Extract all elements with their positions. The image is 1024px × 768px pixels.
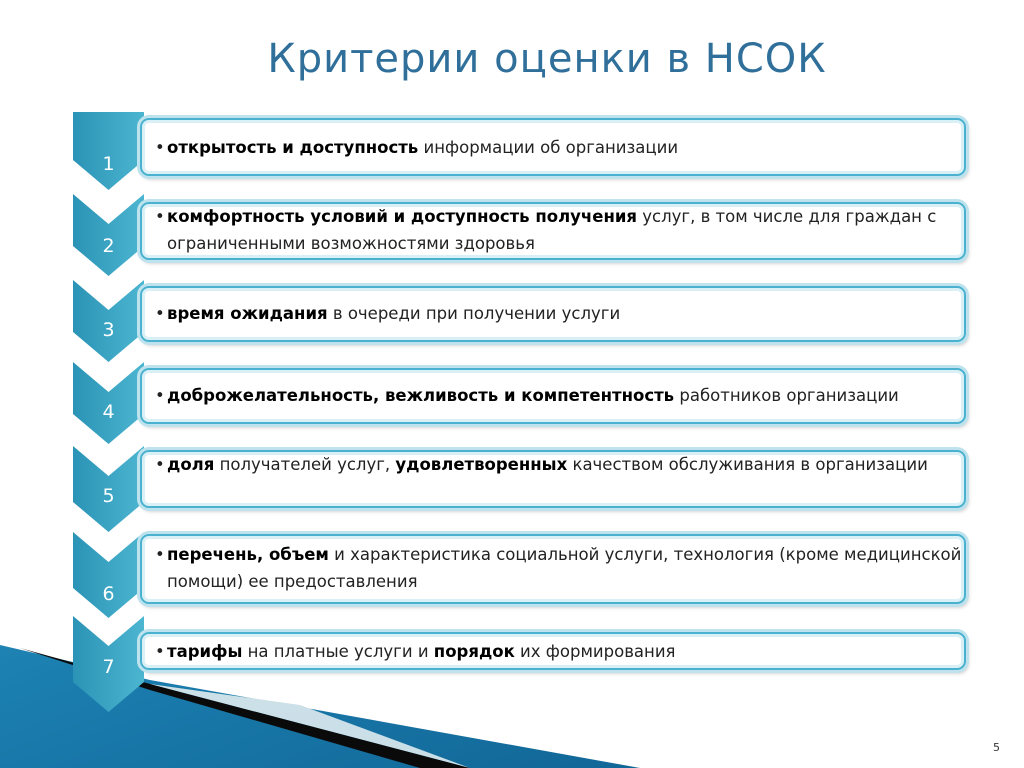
step-number-1: 1 [102, 153, 115, 175]
bullet: • [155, 304, 165, 323]
criterion-rest: и характеристика социальной услуги, технология (кроме медицинской помощи) ее предоставления [167, 545, 962, 591]
criterion-text-6 [155, 541, 967, 595]
criterion-rest: на платные услуги и [242, 642, 434, 661]
step-chevron-6 [73, 532, 144, 618]
step-number-6: 6 [102, 583, 115, 605]
step-chevron-1 [73, 112, 144, 190]
bullet: • [155, 138, 165, 157]
step-number-3: 3 [102, 319, 115, 341]
criterion-bold: тарифы [167, 642, 243, 661]
criterion-rest: в очереди при получении услуги [327, 304, 621, 323]
criterion-text-4 [155, 382, 967, 409]
step-number-5: 5 [102, 485, 115, 507]
criterion-bold: открытость и доступность [167, 138, 419, 157]
bullet: • [155, 545, 165, 564]
criterion-bold: время ожидания [167, 304, 328, 323]
criterion-bold: доля [167, 455, 215, 474]
criterion-rest: услуг, в том числе для граждан с ограниченными возможностями здоровья [167, 207, 937, 253]
bullet: • [155, 207, 165, 226]
bullet: • [155, 642, 165, 661]
criterion-text-3 [155, 300, 967, 327]
bullet: • [155, 455, 165, 474]
criterion-rest-2: качеством обслуживания в организации [567, 455, 928, 474]
criterion-rest: информации об организации [418, 138, 679, 157]
criterion-text-7 [155, 638, 967, 665]
criterion-rest: получателей услуг, [214, 455, 396, 474]
criterion-bold-2: удовлетворенных [395, 455, 568, 474]
step-number-7: 7 [102, 656, 115, 678]
step-number-2: 2 [102, 235, 115, 257]
criterion-rest: работников организации [674, 386, 899, 405]
criterion-text-2 [155, 203, 967, 257]
step-number-4: 4 [102, 401, 115, 423]
bullet: • [155, 386, 165, 405]
criterion-text-1 [155, 134, 967, 161]
criterion-bold: комфортность условий и доступность получения [167, 207, 638, 226]
criterion-bold: доброжелательность, вежливость и компетентность [167, 386, 675, 405]
page-title: Критерии оценки в НСОК [267, 36, 827, 82]
criterion-rest-2: их формирования [514, 642, 676, 661]
criterion-bold: перечень, объем [167, 545, 329, 564]
page-number: 5 [993, 741, 1000, 754]
criterion-text-5 [155, 451, 967, 478]
criterion-bold-2: порядок [433, 642, 515, 661]
